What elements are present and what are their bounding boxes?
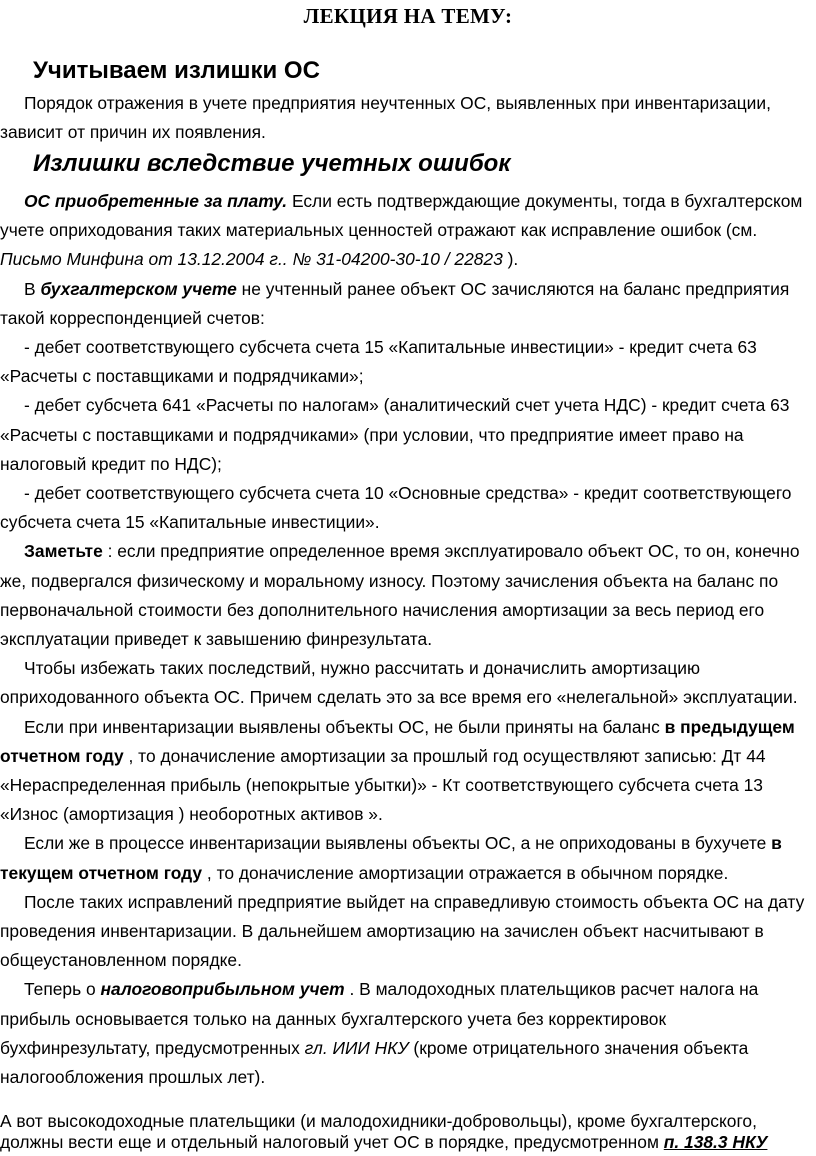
paid-assets-lead: ОС приобретенные за плату. (24, 191, 288, 211)
paragraph-previous-year (0, 713, 816, 830)
previous-year-pre: Если при инвентаризации выявлены объекты ОС, не были приняты на баланс (24, 716, 665, 737)
tax-accounting-end: (кроме отрицательного значения объекта налогообложения прошлых лет). (0, 1037, 749, 1088)
high-income-text: А вот высокодоходные плательщики (и малодохидники-добровольцы), кроме бухгалтерского, должны вести еще и отдельный налоговый учет ОС в порядке, предусмотренном (0, 1111, 757, 1152)
entry-account-15: - дебет соответствующего субсчета счета 15 «Капитальные инвестиции» - кредит счета 63 «Расчеты с поставщиками и подрядчиками»; (0, 337, 757, 387)
accounting-entries-em: бухгалтерском учете (40, 278, 237, 299)
tax-code-clause-reference: п. 138.3 НКУ (663, 1132, 768, 1152)
paid-assets-text: Если есть подтверждающие документы, тогда в бухгалтерском учете оприходования таких материальных ценностей отражают как исправление ошибок (см. (0, 191, 803, 241)
accounting-entries-pre: В (24, 278, 41, 299)
paragraph-amortization: Чтобы избежать таких последствий, нужно рассчитать и доначислить амортизацию оприходованного объекта ОС. Причем сделать это за все время его «нелегальной» эксплуатации. (0, 658, 798, 708)
heading-surplus-fixed-assets: Учитываем излишки ОС (33, 57, 320, 84)
paragraph-paid-assets (0, 187, 816, 275)
current-year-text: , то доначисление амортизации отражается в обычном порядке. (202, 862, 729, 883)
heading-accounting-errors: Излишки вследствие учетных ошибок (33, 150, 511, 177)
main-text (0, 187, 816, 1092)
current-year-pre: Если же в процессе инвентаризации выявлены объекты ОС, а не оприходованы в бухучете (24, 833, 772, 854)
paragraph-accounting-entries (0, 275, 816, 333)
paid-assets-end: ). (502, 249, 519, 270)
tax-accounting-em: налоговоприбыльном учет (100, 979, 345, 1000)
note-lead: Заметьте (24, 541, 103, 562)
tax-code-chapter-reference: гл. ИИИ НКУ (304, 1037, 409, 1058)
entry-account-641: - дебет субсчета 641 «Расчеты по налогам» (аналитический счет учета НДС) - кредит счета 63 «Расчеты с поставщиками и подрядчиками» (при условии, что предприятие имеет право на налоговый кредит по НДС); (0, 395, 790, 474)
paragraph-current-year (0, 829, 816, 887)
previous-year-text: , то доначисление амортизации за прошлый год осуществляют записью: Дт 44 «Нераспределенная прибыль (непокрытые убытки)» - Кт соответствующего субсчета счета 13 «Износ (амортизация ) необоротных активов ». (0, 745, 766, 825)
tax-accounting-text: . В малодоходных плательщиков расчет налога на прибыль основывается только на данных бухгалтерского учета без корректировок бухфинрезультату, предусмотренных (0, 979, 759, 1058)
paragraph-fair-value: После таких исправлений предприятие выйдет на справедливую стоимость объекта ОС на дату проведения инвентаризации. В дальнейшем амортизацию на зачислен объект насчитывают в общеустановленном порядке. (0, 891, 805, 971)
note-text: : если предприятие определенное время эксплуатировало объект ОС, то он, конечно же, подвергался физическому и моральному износу. Поэтому зачисления объекта на баланс по первоначальной стоимости без дополнительного начисления амортизации за весь период его эксплуатации приведет к завышению финрезультата. (0, 541, 800, 650)
ministry-letter-reference: Письмо Минфина от 13.12.2004 г.. № 31-04200-30-10 / 22823 (0, 249, 503, 270)
intro-paragraph: Порядок отражения в учете предприятия неучтенных ОС, выявленных при инвентаризации, зависит от причин их появления. (0, 93, 771, 143)
current-year-em: в текущем отчетном году (0, 833, 782, 883)
paragraph-high-income-payers (0, 1111, 816, 1153)
paragraph-note (0, 537, 816, 654)
previous-year-em: в предыдущем отчетном году (0, 716, 795, 766)
tax-accounting-pre: Теперь о (24, 979, 101, 1000)
accounting-entries-text: не учтенный ранее объект ОС зачисляются на баланс предприятия такой корреспонденцией счетов: (0, 278, 790, 328)
lecture-title: ЛЕКЦИЯ НА ТЕМУ: (303, 4, 513, 28)
tail-text (0, 1111, 816, 1153)
entry-account-10: - дебет соответствующего субсчета счета 10 «Основные средства» - кредит соответствующего субсчета счета 15 «Капитальные инвестиции». (0, 483, 792, 533)
intro-block (0, 89, 816, 147)
paragraph-tax-accounting (0, 975, 816, 1092)
